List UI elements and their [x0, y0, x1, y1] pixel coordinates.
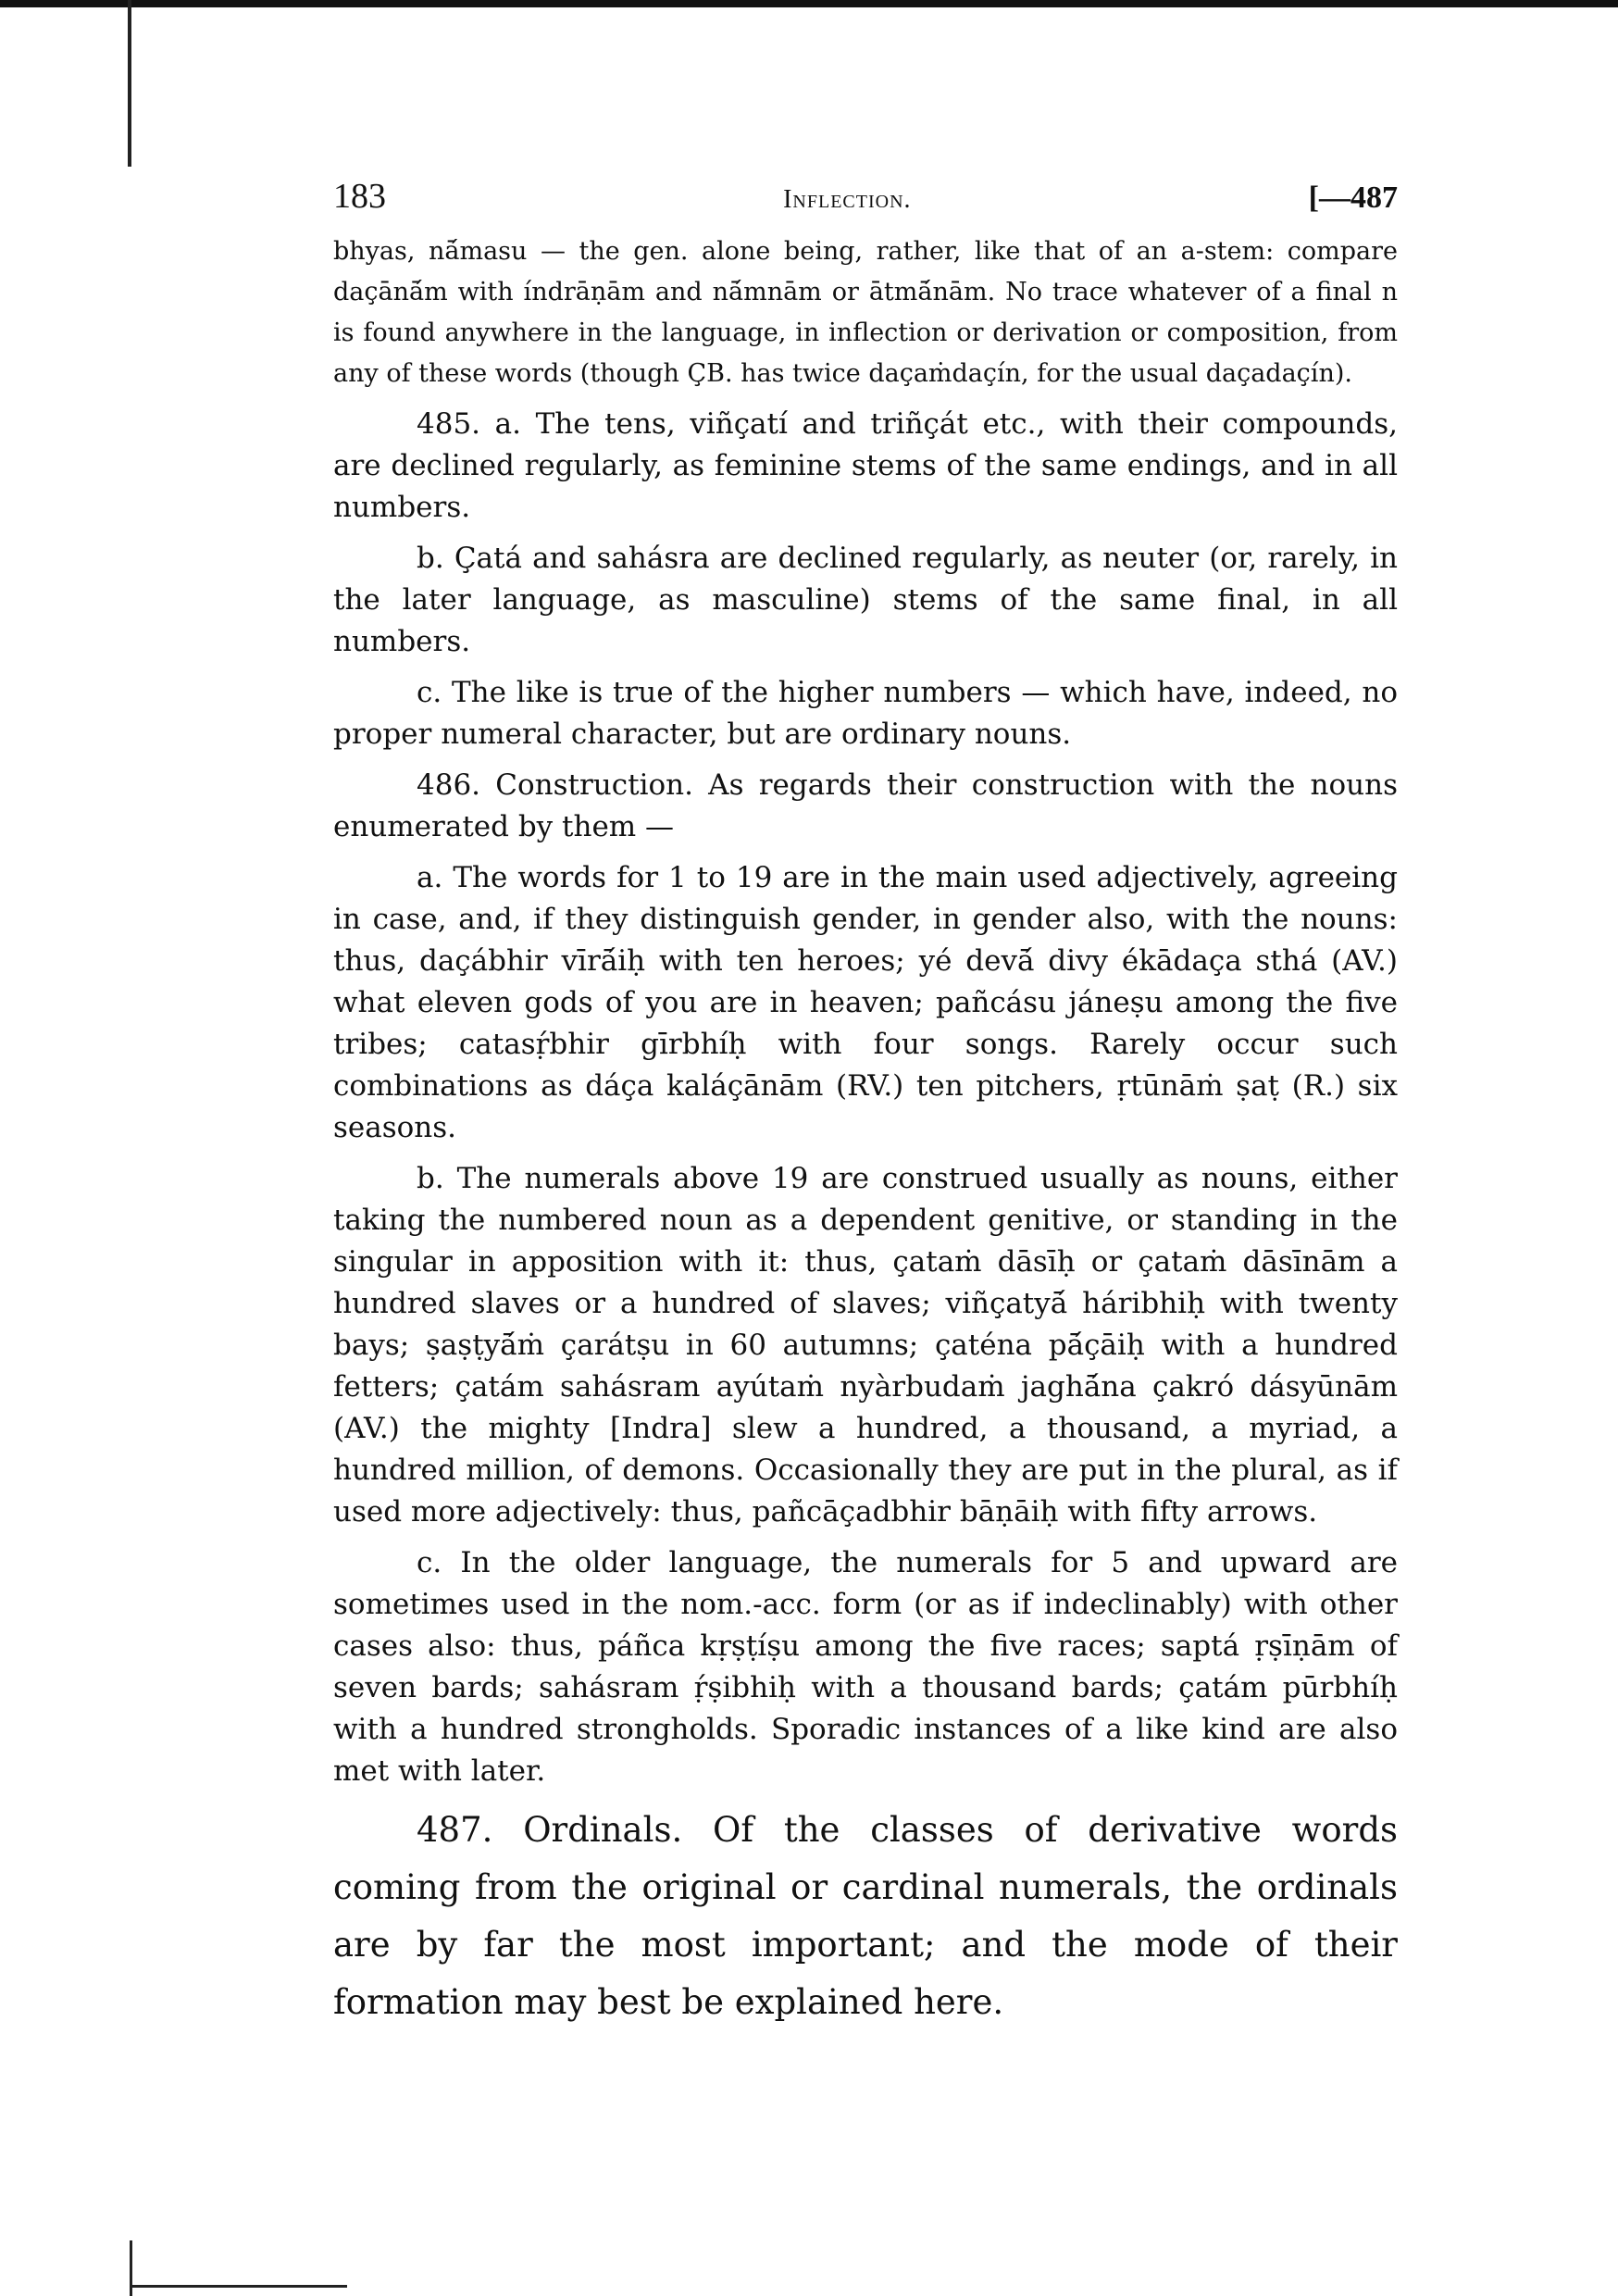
scan-border-top — [0, 0, 1618, 7]
section-reference: [—487 — [1308, 181, 1398, 215]
paragraph-continuation: bhyas, nā́masu — the gen. alone being, rather, like that of an a-stem: compare daçānā́m with índrāṇām and nā́mnām or ātmā́nām. No trace whatever of a final n is found anywhere in the language, in inflection or derivation or composition, from any of these words (though ÇB. has twice daçaṁdaçín, for the usual daçadaçín). — [333, 237, 1398, 388]
paragraph-485b: b. Çatá and sahásra are declined regularly, as neuter (or, rarely, in the later language, as masculine) stems of the same final, in all numbers. — [333, 542, 1398, 658]
scan-border-left-bottom — [130, 2240, 132, 2296]
paragraph-487: 487. Ordinals. Of the classes of derivative words coming from the original or cardinal numerals, the ordinals are by far the most important; and the mode of their formation may best be explained here. — [333, 1810, 1398, 2022]
page-number: 183 — [333, 177, 386, 216]
page — [333, 176, 1398, 2040]
paragraph-485c: c. The like is true of the higher numbers — which have, indeed, no proper numeral character, but are ordinary nouns. — [333, 676, 1398, 751]
running-title: Inflection. — [783, 185, 912, 214]
scan-border-left — [128, 0, 131, 167]
scan-border-bottom — [130, 2285, 347, 2288]
paragraph-486a: a. The words for 1 to 19 are in the main used adjectively, agreeing in case, and, if they distinguish gender, in gender also, with the nouns: thus, daçábhir vīrā́iḥ with ten heroes; yé devā́ divy ékādaça sthá (AV.) what eleven gods of you are in heaven; pañcásu jáneṣu among the five tribes; catasṛ́bhir gīrbhíḥ with four songs. Rarely occur such combinations as dáça kaláçānām (RV.) ten pitchers, ṛtūnāṁ ṣaṭ (R.) six seasons. — [333, 861, 1398, 1144]
paragraph-485a: 485. a. The tens, viñçatí and triñçát etc., with their compounds, are declined regularly, as feminine stems of the same endings, and in all numbers. — [333, 407, 1398, 524]
paragraph-486: 486. Construction. As regards their construction with the nouns enumerated by them — — [333, 768, 1398, 843]
page-header — [333, 176, 1398, 231]
paragraph-486c: c. In the older language, the numerals for 5 and upward are sometimes used in the nom.-acc. form (or as if indeclinably) with other cases also: thus, páñca kṛṣṭíṣu among the five races; saptá ṛṣīṇām of seven bards; sahásram ṛ́ṣibhiḥ with a thousand bards; çatám pūrbhíḥ with a hundred strongholds. Sporadic instances of a like kind are also met with later. — [333, 1546, 1398, 1788]
paragraph-486b: b. The numerals above 19 are construed usually as nouns, either taking the numbered noun as a dependent genitive, or standing in the singular in apposition with it: thus, çataṁ dāsīḥ or çataṁ dāsīnām a hundred slaves or a hundred of slaves; viñçatyā́ háribhiḥ with twenty bays; ṣaṣṭyā́ṁ çarátṣu in 60 autumns; çaténa pā́çāiḥ with a hundred fetters; çatám sahásram ayútaṁ nyàrbudaṁ jaghā́na çakró dásyūnām (AV.) the mighty [Indra] slew a hundred, a thousand, a myriad, a hundred million, of demons. Occasionally they are put in the plural, as if used more adjectively: thus, pañcāçadbhir bāṇāiḥ with fifty arrows. — [333, 1162, 1398, 1529]
